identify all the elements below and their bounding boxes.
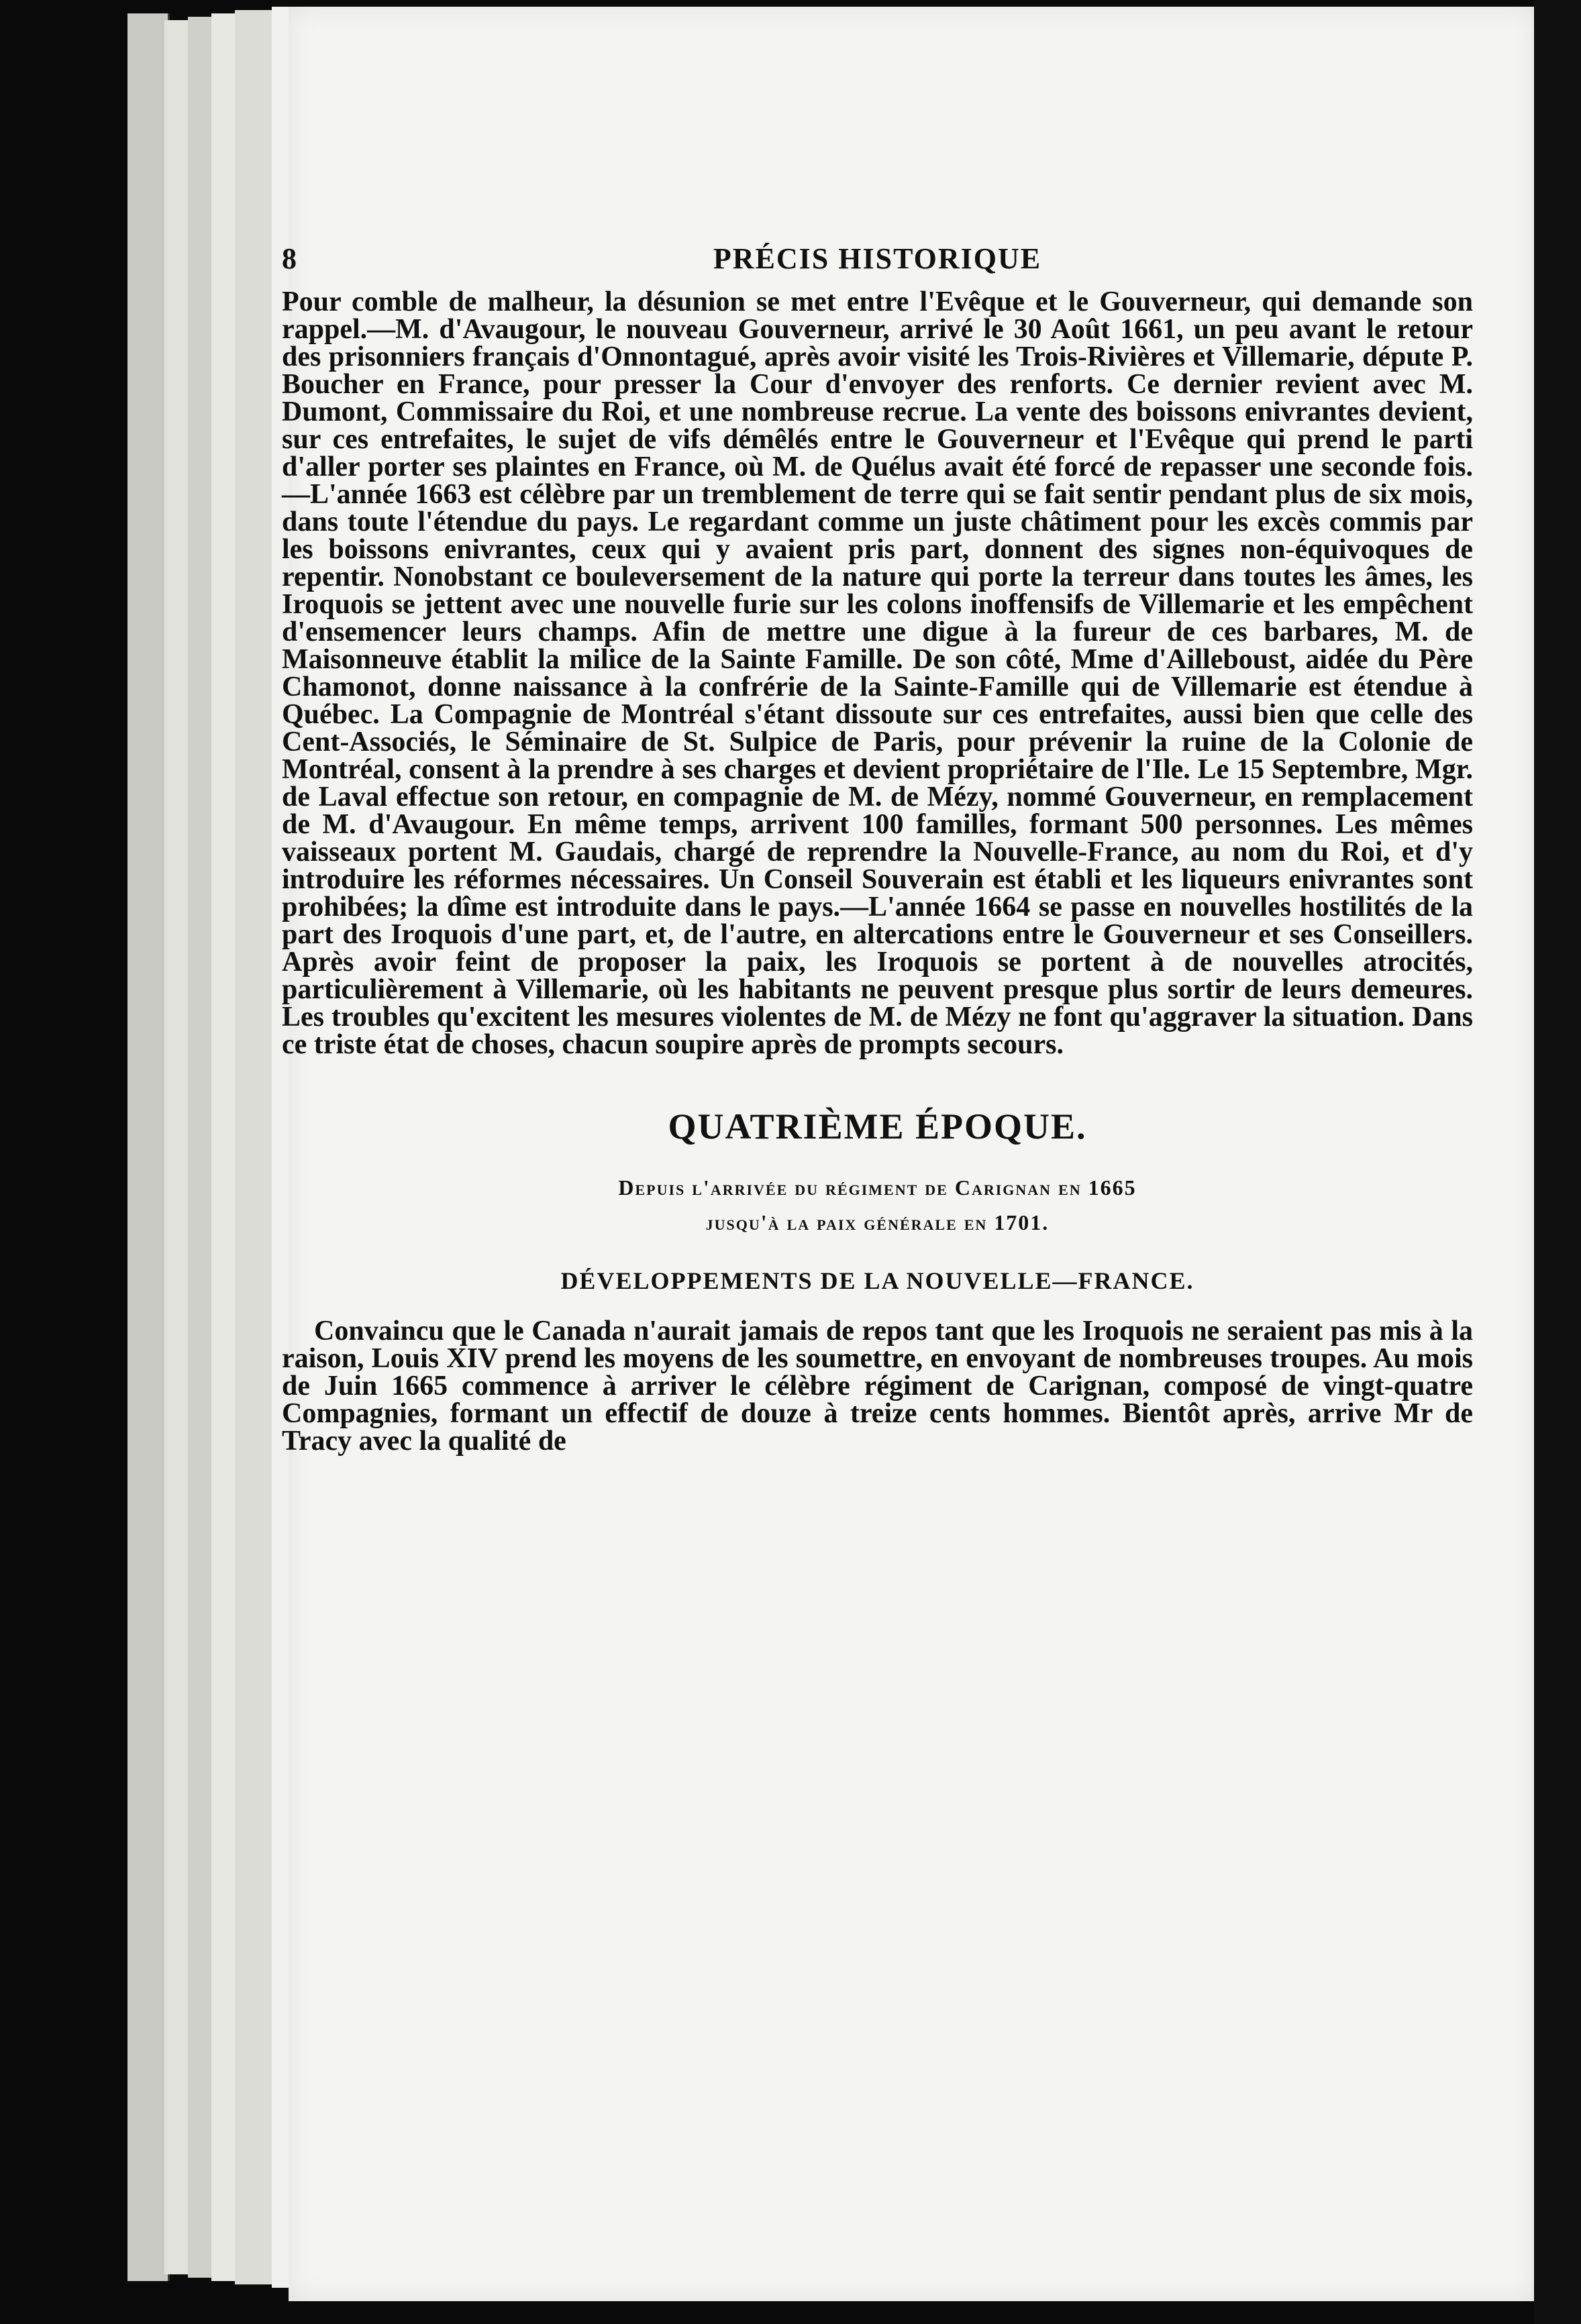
- running-head: [282, 242, 1473, 288]
- scan-border-right: [1534, 0, 1581, 2324]
- page-edge: [235, 10, 277, 2284]
- section-subtitle-line-2: jusqu'à la paix générale en 1701.: [705, 1210, 1050, 1234]
- section-subtitle-line-1: Depuis l'arrivée du régiment de Carignan en 1665: [618, 1175, 1137, 1200]
- section-heading: DÉVELOPPEMENTS DE LA NOUVELLE—FRANCE.: [560, 1267, 1194, 1294]
- page-number: 8: [282, 242, 298, 275]
- page-edge: [128, 13, 170, 2281]
- section-title: QUATRIÈME ÉPOQUE.: [668, 1106, 1087, 1147]
- body-paragraph-1: Pour comble de malheur, la désunion se met entre l'Evêque et le Gouverneur, qui demande son rappel.—M. d'Avaugour, le nouveau Gouverneur, arrivé le 30 Août 1661, un peu avant le retour des prisonniers français d'Onnontagué, après avoir visité les Trois-Rivières et Villemarie, députe P. Boucher en France, pour presser la Cour d'envoyer des renforts. Ce dernier revient avec M. Dumont, Commissaire du Roi, et une nombreuse recrue. La vente des boissons enivrantes devient, sur ces entrefaites, le sujet de vifs démêlés entre le Gouverneur et l'Evêque qui prend le parti d'aller porter ses plaintes en France, où M. de Quélus avait été forcé de repasser une seconde fois.—L'année 1663 est célèbre par un tremblement de terre qui se fait sentir pendant plus de six mois, dans toute l'étendue du pays. Le regardant comme un juste châtiment pour les excès commis par les boissons enivrantes, ceux qui y avaient pris part, donnent des signes non-équivoques de repentir. Nonobstant ce bouleversement de la nature qui porte la terreur dans toutes les âmes, les Iroquois se jettent avec une nouvelle furie sur les colons inoffensifs de Villemarie et les empêchent d'ensemencer leurs champs. Afin de mettre une digue à la fureur de ces barbares, M. de Maisonneuve établit la milice de la Sainte Famille. De son côté, Mme d'Ailleboust, aidée du Père Chamonot, donne naissance à la confrérie de la Sainte-Famille qui de Villemarie est étendue à Québec. La Compagnie de Montréal s'étant dissoute sur ces entrefaites, aussi bien que celle des Cent-Associés, le Séminaire de St. Sulpice de Paris, pour prévenir la ruine de la Colonie de Montréal, consent à la prendre à ses charges et devient propriétaire de l'Ile. Le 15 Septembre, Mgr. de Laval effectue son retour, en compagnie de M. de Mézy, nommé Gouverneur, en remplacement de M. d'Avaugour. En même temps, arrivent 100 familles, formant 500 personnes. Les mêmes vaisseaux portent M. Gaudais, chargé de reprendre la Nouvelle-France, au nom du Roi, et d'y introduire les réformes nécessaires. Un Conseil Souverain est établi et les liqueurs enivrantes sont prohibées; la dîme est introduite dans le pays.—L'année 1664 se passe en nouvelles hostilités de la part des Iroquois d'une part, et, de l'autre, en altercations entre le Gouverneur et ses Conseillers. Après avoir feint de proposer la paix, les Iroquois se portent à de nouvelles atrocités, particulièrement à Villemarie, où les habitants ne peuvent presque plus sortir de leurs demeures. Les troubles qu'excitent les mesures violentes de M. de Mézy ne font qu'aggraver la situation. Dans ce triste état de choses, chacun soupire après de prompts secours.: [282, 286, 1473, 1060]
- section-subtitle: [282, 1170, 1473, 1240]
- body-paragraph-2: Convaincu que le Canada n'aurait jamais de repos tant que les Iroquois ne seraient pas mis à la raison, Louis XIV prend les moyens de les soumettre, en envoyant de nombreuses troupes. Au mois de Juin 1665 commence à arriver le célèbre régiment de Carignan, composé de vingt-quatre Compagnies, formant un effectif de douze à treize cents hommes. Bientôt après, arrive Mr de Tracy avec la qualité de: [282, 1316, 1473, 1457]
- page-content: [282, 242, 1473, 1455]
- running-head-title: PRÉCIS HISTORIQUE: [713, 242, 1042, 275]
